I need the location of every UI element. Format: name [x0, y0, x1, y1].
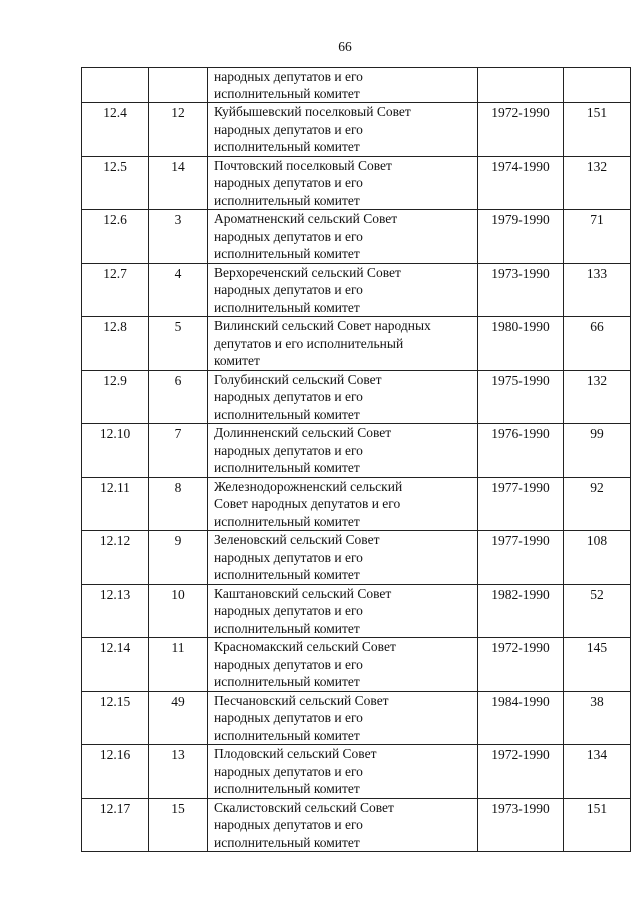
cell-name: [208, 210, 478, 264]
registry-table-body: [82, 68, 631, 852]
cell-years: 1972-1990: [478, 103, 564, 157]
cell-number: 15: [149, 798, 208, 852]
cell-years: [478, 68, 564, 103]
cell-count: 99: [564, 424, 631, 478]
cell-name-text: Верхореченский сельский Совет народных депутатов и его исполнительный комитет: [214, 264, 401, 315]
cell-index: 12.4: [82, 103, 149, 157]
cell-name-text: Каштановский сельский Совет народных депутатов и его исполнительный комитет: [214, 585, 392, 636]
cell-index: 12.10: [82, 424, 149, 478]
cell-number: 12: [149, 103, 208, 157]
cell-count: 151: [564, 103, 631, 157]
cell-years: 1982-1990: [478, 584, 564, 638]
cell-name: [208, 68, 478, 103]
cell-count: 133: [564, 263, 631, 317]
table-row: [82, 798, 631, 852]
cell-index: 12.17: [82, 798, 149, 852]
cell-index: 12.16: [82, 745, 149, 799]
cell-name: [208, 477, 478, 531]
cell-name: [208, 370, 478, 424]
cell-index: 12.13: [82, 584, 149, 638]
cell-name: [208, 691, 478, 745]
cell-index: 12.14: [82, 638, 149, 692]
cell-name-text: Ароматненский сельский Совет народных депутатов и его исполнительный комитет: [214, 211, 398, 261]
table-row: [82, 370, 631, 424]
cell-count: 38: [564, 691, 631, 745]
table-row: [82, 638, 631, 692]
cell-years: 1973-1990: [478, 263, 564, 317]
cell-count: 134: [564, 745, 631, 799]
cell-years: 1972-1990: [478, 638, 564, 692]
table-row: [82, 103, 631, 157]
table-row: [82, 531, 631, 585]
cell-name-text: Песчановский сельский Совет народных депутатов и его исполнительный комитет: [214, 692, 389, 743]
cell-number: 9: [149, 531, 208, 585]
table-row-continuation: [82, 68, 631, 103]
cell-number: [149, 68, 208, 103]
cell-number: 7: [149, 424, 208, 478]
cell-years: 1984-1990: [478, 691, 564, 745]
cell-name-text: Железнодорожненский сельский Совет народных депутатов и его исполнительный комитет: [214, 478, 403, 529]
cell-number: 49: [149, 691, 208, 745]
cell-count: 132: [564, 370, 631, 424]
cell-count: 66: [564, 317, 631, 371]
cell-name-text: Долинненский сельский Совет народных депутатов и его исполнительный комитет: [214, 425, 392, 475]
cell-name: [208, 156, 478, 210]
cell-count: 108: [564, 531, 631, 585]
page-number: 66: [338, 39, 352, 54]
cell-years: 1977-1990: [478, 477, 564, 531]
cell-name-text: Вилинский сельский Совет народных депутатов и его исполнительный комитет: [214, 318, 431, 368]
cell-index: [82, 68, 149, 103]
cell-count: 145: [564, 638, 631, 692]
cell-count: 132: [564, 156, 631, 210]
cell-name-text: Плодовский сельский Совет народных депутатов и его исполнительный комитет: [214, 746, 377, 796]
cell-name: [208, 317, 478, 371]
cell-number: 6: [149, 370, 208, 424]
cell-name-text: Почтовский поселковый Совет народных депутатов и его исполнительный комитет: [214, 157, 392, 208]
cell-name-text: Зеленовский сельский Совет народных депутатов и его исполнительный комитет: [214, 532, 380, 582]
table-row: [82, 156, 631, 210]
cell-years: 1980-1990: [478, 317, 564, 371]
table-row: [82, 691, 631, 745]
table-row: [82, 424, 631, 478]
cell-number: 5: [149, 317, 208, 371]
cell-name: [208, 745, 478, 799]
cell-index: 12.5: [82, 156, 149, 210]
cell-name-text: Красномакский сельский Совет народных депутатов и его исполнительный комитет: [214, 639, 396, 689]
cell-index: 12.11: [82, 477, 149, 531]
registry-table: [81, 67, 631, 852]
cell-name: [208, 584, 478, 638]
cell-number: 10: [149, 584, 208, 638]
cell-index: 12.15: [82, 691, 149, 745]
cell-years: 1975-1990: [478, 370, 564, 424]
cell-name: [208, 531, 478, 585]
cell-count: [564, 68, 631, 103]
table-row: [82, 317, 631, 371]
cell-years: 1973-1990: [478, 798, 564, 852]
table-row: [82, 477, 631, 531]
cell-count: 71: [564, 210, 631, 264]
cell-index: 12.6: [82, 210, 149, 264]
cell-name: [208, 263, 478, 317]
cell-index: 12.7: [82, 263, 149, 317]
cell-name: [208, 103, 478, 157]
table-row: [82, 745, 631, 799]
cell-name-text: Скалистовский сельский Совет народных депутатов и его исполнительный комитет: [214, 799, 394, 850]
cell-number: 14: [149, 156, 208, 210]
cell-years: 1977-1990: [478, 531, 564, 585]
cell-index: 12.9: [82, 370, 149, 424]
cell-years: 1972-1990: [478, 745, 564, 799]
cell-index: 12.8: [82, 317, 149, 371]
cell-number: 4: [149, 263, 208, 317]
cell-name: [208, 638, 478, 692]
cell-count: 151: [564, 798, 631, 852]
table-row: [82, 584, 631, 638]
cell-name: [208, 798, 478, 852]
cell-name: [208, 424, 478, 478]
cell-years: 1976-1990: [478, 424, 564, 478]
cell-number: 3: [149, 210, 208, 264]
cell-count: 92: [564, 477, 631, 531]
cell-number: 11: [149, 638, 208, 692]
cell-name-text: Голубинский сельский Совет народных депутатов и его исполнительный комитет: [214, 371, 382, 422]
cell-years: 1979-1990: [478, 210, 564, 264]
cell-count: 52: [564, 584, 631, 638]
table-row: [82, 263, 631, 317]
cell-number: 8: [149, 477, 208, 531]
cell-index: 12.12: [82, 531, 149, 585]
cell-name-text: народных депутатов и его исполнительный комитет: [214, 69, 363, 101]
cell-name-text: Куйбышевский поселковый Совет народных депутатов и его исполнительный комитет: [214, 104, 411, 154]
table-row: [82, 210, 631, 264]
cell-years: 1974-1990: [478, 156, 564, 210]
cell-number: 13: [149, 745, 208, 799]
